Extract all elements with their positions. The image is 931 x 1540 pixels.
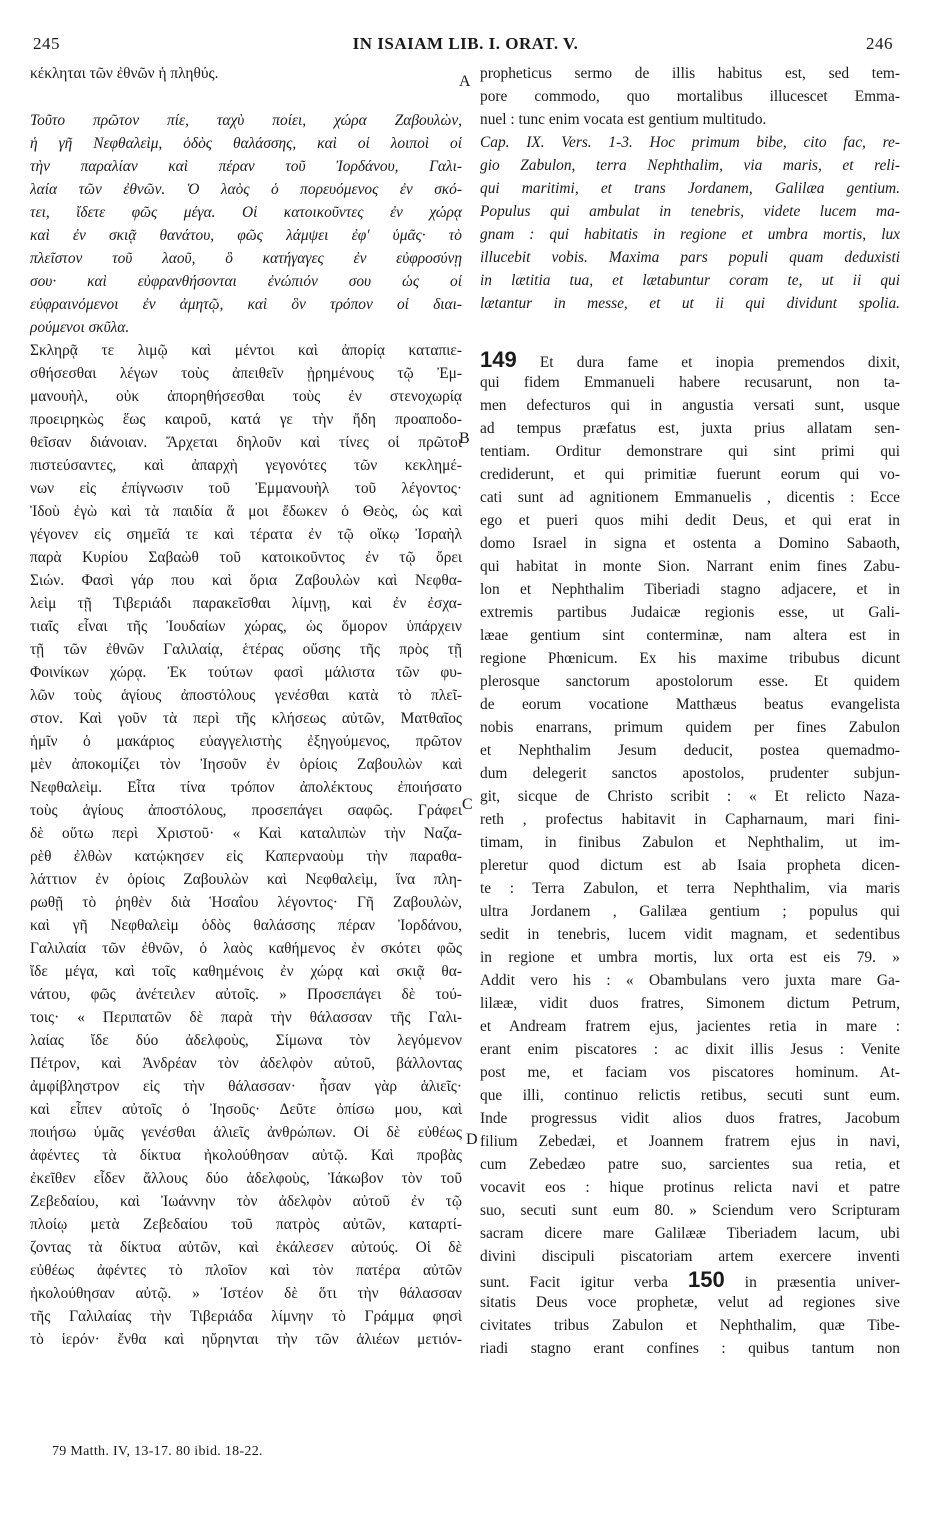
- latin-body-line: regione Phœnicum. Ex his maxime tribubus dicunt: [480, 650, 900, 667]
- latin-body-line: Addit vero his : « Obambulans vero juxta mare Ga-: [480, 972, 900, 989]
- greek-body-line: καὶ εἶπεν αὐτοῖς ὁ Ἰησοῦς· Δεῦτε ὀπίσω μου, καὶ: [30, 1101, 462, 1118]
- latin-body-line: post me, et faciam vos piscatores hominum. At-: [480, 1064, 900, 1081]
- greek-body-line: θεῖσαν διάνοιαν. Ἄρχεται δηλοῦν καὶ τίνες οἱ πρῶτοι: [30, 434, 462, 451]
- latin-body-line: in regione et umbra mortis, lux orta est eis 79. »: [480, 949, 900, 966]
- latin-body-line: reth , profectus habitavit in Capharnaum, mari fini-: [480, 811, 900, 828]
- greek-body-line: ποιήσω ὑμᾶς γενέσθαι ἁλιεῖς ἀνθρώπων. Οἱ δὲ εὐθέως: [30, 1124, 462, 1141]
- latin-scripture-line: Populus qui ambulat in tenebris, videte lucem ma-: [480, 203, 900, 220]
- latin-body-line: cum Zebedæo patre suo, sarcientes sua retia, et: [480, 1156, 900, 1173]
- greek-body-line: Νεφθαλεὶμ. Εἶτα τίνα τρόπον ἀπολέκτους ἐποιήσατο: [30, 779, 462, 796]
- greek-body-line: ἐκεῖθεν εἶδεν ἄλλους δύο ἀδελφοὺς, Ἰάκωβον τὸν τοῦ: [30, 1170, 462, 1187]
- latin-final-line: civitates tribus Zabulon et Nephthalim, quæ Tibe-: [480, 1317, 900, 1334]
- latin-body-line: divini discipuli piscatoriam artem exercere inventi: [480, 1248, 900, 1265]
- latin-body-block: [480, 371, 900, 1268]
- latin-body-line: erant enim piscatores : ac dixit illis Jesus : Venite: [480, 1041, 900, 1058]
- latin-body-line: pleretur quod dictum est ab Isaia propheta dicen-: [480, 857, 900, 874]
- greek-scripture-line: λαία τῶν ἐθνῶν. Ὁ λαὸς ὁ πορευόμενος ἐν σκό-: [30, 181, 462, 198]
- greek-body-line: παρὰ Κυρίου Σαβαὼθ τοῦ κατοικοῦντος ἐν τῷ ὄρει: [30, 549, 462, 566]
- greek-top-line: κέκληται τῶν ἐθνῶν ἡ πληθύς.: [30, 65, 219, 82]
- greek-body-line: Γαλιλαία τῶν ἐθνῶν, ὁ λαὸς καθήμενος ἐν σκότει φῶς: [30, 940, 462, 957]
- latin-scripture-line: lætantur in messe, et ut ii qui dividunt spolia.: [480, 295, 900, 312]
- greek-body-line: Σκληρᾷ τε λιμῷ καὶ μέντοι καὶ ἀπορίᾳ καταπιε-: [30, 342, 462, 359]
- latin-body-line: qui fidem Emmanueli habere recusarunt, non ta-: [480, 374, 900, 391]
- greek-scripture-line: ρούμενοι σκῦλα.: [30, 319, 130, 336]
- gap: [480, 315, 900, 348]
- greek-body-line: πλοίῳ μετὰ Ζεβεδαίου τοῦ πατρὸς αὐτῶν, καταρτί-: [30, 1216, 462, 1233]
- greek-body-line: ἴδε μέγα, καὶ τοῖς καθημένοις ἐν χώρᾳ καὶ σκιᾷ θα-: [30, 963, 462, 980]
- greek-scripture-block: [30, 109, 462, 339]
- latin-scripture-line: qui maritimi, et trans Jordanem, Galilæa gentium.: [480, 180, 900, 197]
- latin-intro-block: [480, 62, 900, 131]
- greek-body-line: λῶν τοὺς ἁγίους ἀποστόλους γενέσθαι κατὰ τὸ πλεῖ-: [30, 687, 462, 704]
- greek-body-line: Πέτρον, καὶ Ἀνδρέαν τὸν ἀδελφὸν αὐτοῦ, βάλλοντας: [30, 1055, 462, 1072]
- latin-body-line: que illi, continuo relictis retibus, secuti sunt eum.: [480, 1087, 900, 1104]
- latin-body-line: lon et Nephthalim Tiberiadi stagno adjacere, et in: [480, 581, 900, 598]
- right-page-number: 246: [866, 34, 893, 53]
- latin-intro-line: propheticus sermo de illis habitus est, sed tem-: [480, 65, 900, 82]
- greek-scripture-line: Τοῦτο πρῶτον πίε, ταχὺ ποίει, χώρα Ζαβουλὼν,: [30, 112, 462, 129]
- greek-body-line: ρὲθ ἐλθὼν κατῴκησεν εἰς Καπερναοὺμ τὴν παραθα-: [30, 848, 462, 865]
- latin-final-line: riadi stagno erant confines : quibus tantum non: [480, 1340, 900, 1357]
- latin-final-block: [480, 1291, 900, 1360]
- greek-body-line: Σιών. Φασὶ γάρ που καὶ ὅρια Ζαβουλὼν καὶ Νεφθα-: [30, 572, 462, 589]
- latin-line-with-number: [480, 1268, 900, 1291]
- greek-body-line: Ζεβεδαίου, καὶ Ἰωάννην τὸν ἀδελφὸν αὐτοῦ ἐν τῷ: [30, 1193, 462, 1210]
- latin-body-line: ad tempus præfatus est, juxta prius allatam sen-: [480, 420, 900, 437]
- greek-body-line: νάτου, φῶς ἀνέτειλεν αὐτοῖς. » Προσεπάγει δὲ τού-: [30, 986, 462, 1003]
- greek-body-line: ἡμῖν ὁ μακάριος εὐαγγελιστὴς ἐξηγούμενος, πρῶτον: [30, 733, 462, 750]
- latin-body-line: et Andream fratrem ejus, jacientes retia in mare :: [480, 1018, 900, 1035]
- greek-body-line: δὲ οὕτω περὶ Χριστοῦ· « Καὶ καταλιπὼν τὴν Ναζα-: [30, 825, 462, 842]
- first-body-text: Et dura fame et inopia premendos dixit,: [539, 354, 900, 371]
- greek-body-line: καὶ γῆ Νεφθαλεὶμ ὁδὸς θαλάσσης πέραν Ἰορδάνου,: [30, 917, 462, 934]
- greek-body-line: λεὶμ τῇ Τιβεριάδι παρακεῖσθαι λίμνῃ, καὶ ἐν ἐσχα-: [30, 595, 462, 612]
- running-title: IN ISAIAM LIB. I. ORAT. V.: [352, 34, 579, 53]
- section-number-150: 150: [688, 1268, 725, 1291]
- latin-body-line: de eorum vocatione Matthæus beatus evangelista: [480, 696, 900, 713]
- latin-body-line: domo Israel in signa et ostenta a Domino Sabaoth,: [480, 535, 900, 552]
- latin-body-line: te : Terra Zabulon, et terra Nephthalim, via maris: [480, 880, 900, 897]
- latin-body-line: dum delegerit sanctos apostolos, prudenter subjun-: [480, 765, 900, 782]
- latin-body-line: crediderunt, et qui primitiæ fuerunt eorum qui vo-: [480, 466, 900, 483]
- greek-body-line: τοὺς ἁγίους ἀποστόλους, προσεπάγει σαφῶς. Γράφει: [30, 802, 462, 819]
- latin-scripture-line: Cap. IX. Vers. 1-3. Hoc primum bibe, cito fac, re-: [480, 134, 900, 151]
- greek-body-line: τὸ ἱερόν· ἔνθα καὶ ηὔρηνται τὴν τῶν ἁλιέων μετιόν-: [30, 1331, 462, 1348]
- greek-body-line: πιστεύσαντες, καὶ ἀπαρχὴ γεγονότες τῶν κεκλημέ-: [30, 457, 462, 474]
- greek-body-line: ἀμφίβληστρον εἰς τὴν θάλασσαν· ἦσαν γὰρ ἁλιεῖς·: [30, 1078, 462, 1095]
- latin-body-line: plerosque sanctorum apostolorum esse. Et quidem: [480, 673, 900, 690]
- greek-scripture-line: τει, ἴδετε φῶς μέγα. Οἱ κατοικοῦντες ἐν χώρᾳ: [30, 204, 462, 221]
- latin-intro-line: nuel : tunc enim vocata est gentium multitudo.: [480, 111, 767, 128]
- latin-body-line: et Nephthalim Jesum deducit, postea quemadmo-: [480, 742, 900, 759]
- greek-body-line: μανουὴλ, οὐκ ἀπορηθήσεσθαι τοὺς ἐν στενοχωρίᾳ: [30, 388, 462, 405]
- latin-scripture-line: in lætitia tua, et lætabuntur coram te, ut ii qui: [480, 272, 900, 289]
- greek-scripture-line: εὐφραινόμενοι ἐν ἀμητῷ, καὶ ὃν τρόπον οἱ διαι-: [30, 296, 462, 313]
- greek-body-line: ἠκολούθησαν αὐτῷ. » Ἰστέον δὲ ὅτι τὴν θάλασσαν: [30, 1285, 462, 1302]
- greek-body-line: εὐθέως ἀφέντες τὸ πλοῖον καὶ τὸν πατέρα αὐτῶν: [30, 1262, 462, 1279]
- latin-scripture-line: gnam : qui habitatis in regione et umbra mortis, lux: [480, 226, 900, 243]
- greek-body-line: ζοντας τὰ δίκτυα αὐτῶν, καὶ ἐκάλεσεν αὐτούς. Οἱ δὲ: [30, 1239, 462, 1256]
- greek-body-line: τῇ τῶν ἐθνῶν Γαλιλαίᾳ, ἑτέρας οὔσης τῆς πρὸς τῇ: [30, 641, 462, 658]
- line-part-after: in præsentia univer-: [744, 1274, 900, 1291]
- latin-body-line: men defecturos qui in angustia versati sunt, usque: [480, 397, 900, 414]
- greek-scripture-line: τὴν παραλίαν καὶ πέραν τοῦ Ἰορδάνου, Γαλι-: [30, 158, 462, 175]
- latin-scripture-line: gio Zabulon, terra Nephthalim, via maris, et reli-: [480, 157, 900, 174]
- latin-body-line: suo, secuti sunt eum 80. » Sciendum vero Scripturam: [480, 1202, 900, 1219]
- latin-body-line: qui habitat in monte Sion. Narrant enim fines Zabu-: [480, 558, 900, 575]
- greek-body-line: Φοινίκων χώρᾳ. Ἐκ τούτων φασὶ μάλιστα τῶν φυ-: [30, 664, 462, 681]
- left-page-number: 245: [33, 34, 60, 53]
- latin-body-line: sedit in tenebris, lucem vidit magnam, et sedentibus: [480, 926, 900, 943]
- margin-marker-b: B: [459, 430, 470, 447]
- latin-body-line: nobis enarrans, primum quidem per fines Zabulon: [480, 719, 900, 736]
- latin-body-line: filium Zebedæi, et Joannem fratrem ejus in navi,: [480, 1133, 900, 1150]
- latin-body-line: tentiam. Orditur demonstrare qui sint primi qui: [480, 443, 900, 460]
- left-column-greek: [30, 62, 462, 1351]
- greek-scripture-line: πλεῖστον τοῦ λαοῦ, ὃ κατήγαγες ἐν εὐφροσύνῃ: [30, 250, 462, 267]
- latin-body-line: timam, in finibus Zabulon et Nephthalim, ut im-: [480, 834, 900, 851]
- greek-body-line: τῆς Γαλιλαίας τὴν Τιβεριάδα λίμνην τὸ Γράμμα φησὶ: [30, 1308, 462, 1325]
- latin-body-line: Inde progressus vidit alios duos fratres, Jacobum: [480, 1110, 900, 1127]
- greek-body-line: προειρηκὼς ἕως καιροῦ, κατά γε τὴν ἤδη προαποδο-: [30, 411, 462, 428]
- margin-marker-d: D: [466, 1131, 478, 1148]
- greek-scripture-line: ἡ γῆ Νεφθαλεὶμ, ὁδὸς θαλάσσης, καὶ οἱ λοιποὶ οἱ: [30, 135, 462, 152]
- margin-marker-c: C: [462, 796, 473, 813]
- greek-body-line: τοις· « Περιπατῶν δὲ παρὰ τὴν θάλασσαν τῆς Γαλι-: [30, 1009, 462, 1026]
- footnotes: 79 Matth. IV, 13-17. 80 ibid. 18-22.: [52, 1444, 263, 1459]
- greek-body-line: τιαῖς εἶναι τῆς Ἰουδαίων χώρας, ὡς ὅμορον ὑπάρχειν: [30, 618, 462, 635]
- greek-body-line: στον. Καὶ γοῦν τὰ περὶ τῆς κλήσεως αὐτῶν, Ματθαῖος: [30, 710, 462, 727]
- gap: [30, 85, 462, 109]
- latin-body-line: sacram dicere mare Galilææ Tiberiadem lacum, ubi: [480, 1225, 900, 1242]
- greek-scripture-line: καὶ ἐν σκιᾷ θανάτου, φῶς λάμψει ἐφ' ὑμᾶς· τὸ: [30, 227, 462, 244]
- section-number-149: 149: [480, 348, 517, 371]
- greek-body-line: ἀφέντες τὰ δίκτυα ἠκολούθησαν αὐτῷ. Καὶ προβὰς: [30, 1147, 462, 1164]
- latin-intro-line: pore commodo, quo mortalibus illucescet Emma-: [480, 88, 900, 105]
- greek-body-line: μὲν ἀποκομίζει τὸν Ἰησοῦν ἐν ὁρίοις Ζαβουλὼν καὶ: [30, 756, 462, 773]
- greek-body-line: γέγονεν εἰς σημεῖά τε καὶ τέρατα ἐν τῷ οἴκῳ Ἰσραὴλ: [30, 526, 462, 543]
- latin-scripture-block: [480, 131, 900, 315]
- latin-scripture-line: illucebit vobis. Maxima pars populi quam deduxisti: [480, 249, 900, 266]
- greek-scripture-line: σου· καὶ εὐφρανθήσονται ἐνώπιόν σου ὡς οἱ: [30, 273, 462, 290]
- greek-body-line: σθήσεσθαι λέγων τοὺς ἀπειθεῖν ᾐρημένους τῷ Ἐμ-: [30, 365, 462, 382]
- latin-body-line: læae gentium sint conterminæ, nam altera est in: [480, 627, 900, 644]
- latin-body-line: lilææ, vidit duos fratres, Simonem dictum Petrum,: [480, 995, 900, 1012]
- greek-body-line: λάττιον ἐν ὁρίοις Ζαβουλὼν καὶ Νεφθαλεὶμ, ἵνα πλη-: [30, 871, 462, 888]
- latin-body-line: extremis partibus Judaicæ regionis esse, ut Gali-: [480, 604, 900, 621]
- greek-body-block: [30, 339, 462, 1351]
- latin-body-line: ego et pueri quos mihi dedit Deus, et qui erat in: [480, 512, 900, 529]
- latin-body-line: vocavit eos : hique protinus relicta navi et patre: [480, 1179, 900, 1196]
- line-part-before: sunt. Facit igitur verba: [480, 1274, 668, 1291]
- greek-body-line: Ἰδοὺ ἐγὼ καὶ τὰ παιδία ἅ μοι ἔδωκεν ὁ Θεὸς, ὡς καὶ: [30, 503, 462, 520]
- latin-body-line: ultra Jordanem , Galilæa gentium ; populus qui: [480, 903, 900, 920]
- greek-body-line: νων εἰς ἐπίγνωσιν τοῦ Ἐμμανουὴλ τοῦ λέγοντος·: [30, 480, 462, 497]
- latin-final-line: sitatis Deus voce prophetæ, velut ad regiones sive: [480, 1294, 900, 1311]
- greek-body-line: λαίας ἴδε δύο ἀδελφοὺς, Σίμωνα τὸν λεγόμενον: [30, 1032, 462, 1049]
- latin-body-line: cati sunt ad agnitionem Emmanuelis , dicentis : Ecce: [480, 489, 900, 506]
- greek-body-line: ρωθῇ τὸ ῥηθὲν διὰ Ἡσαΐου λέγοντος· Γῆ Ζαβουλὼν,: [30, 894, 462, 911]
- right-column-latin: [480, 62, 900, 1360]
- latin-body-line: git, sicque de Christo scribit : « Et relicto Naza-: [480, 788, 900, 805]
- margin-marker-a: A: [459, 73, 471, 90]
- latin-first-body-line: [480, 348, 900, 371]
